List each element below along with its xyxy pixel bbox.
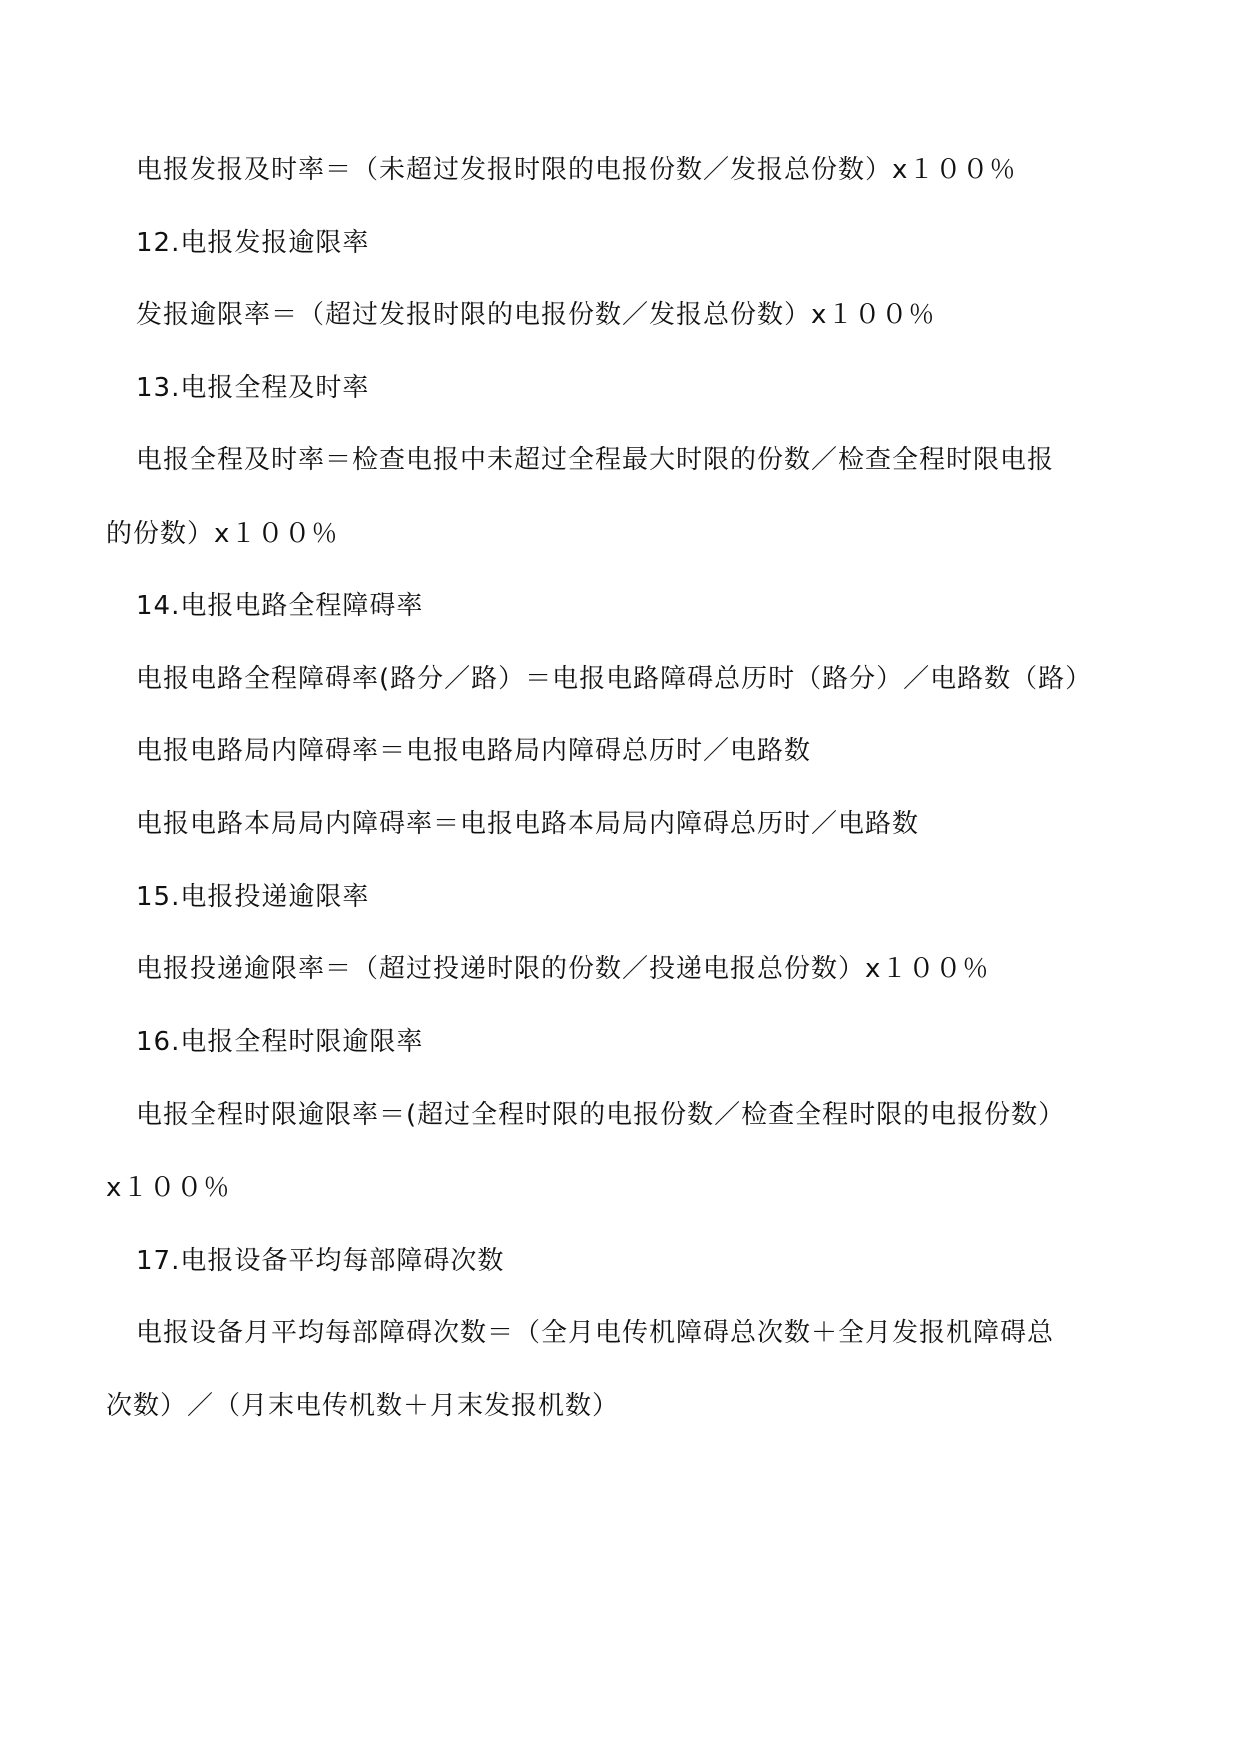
section-heading: 13.电报全程及时率	[136, 373, 370, 403]
formula-line: 电报全程及时率＝检查电报中未超过全程最大时限的份数／检查全程时限电报	[136, 445, 1055, 475]
formula-line: 电报设备月平均每部障碍次数＝（全月电传机障碍总次数＋全月发报机障碍总	[136, 1318, 1055, 1348]
formula-line: 电报电路局内障碍率＝电报电路局内障碍总历时／电路数	[136, 736, 812, 766]
formula-line: 电报电路本局局内障碍率＝电报电路本局局内障碍总历时／电路数	[136, 809, 920, 839]
section-heading: 12.电报发报逾限率	[136, 228, 370, 258]
formula-line: 电报投递逾限率＝（超过投递时限的份数／投递电报总份数）x１００％	[136, 954, 990, 984]
formula-line: 电报电路全程障碍率(路分／路）＝电报电路障碍总历时（路分）／电路数（路）	[136, 664, 1093, 694]
formula-line-continuation: x１００％	[106, 1173, 231, 1203]
formula-line: 电报发报及时率＝（未超过发报时限的电报份数／发报总份数）x１００％	[136, 155, 1017, 185]
section-heading: 17.电报设备平均每部障碍次数	[136, 1246, 505, 1276]
formula-line-continuation: 的份数）x１００％	[106, 519, 339, 549]
section-heading: 15.电报投递逾限率	[136, 882, 370, 912]
section-heading: 14.电报电路全程障碍率	[136, 591, 424, 621]
formula-line-continuation: 次数）／（月末电传机数＋月末发报机数）	[106, 1391, 620, 1421]
formula-line: 电报全程时限逾限率＝(超过全程时限的电报份数／检查全程时限的电报份数）	[136, 1100, 1066, 1130]
section-heading: 16.电报全程时限逾限率	[136, 1027, 424, 1057]
formula-line: 发报逾限率＝（超过发报时限的电报份数／发报总份数）x１００％	[136, 300, 936, 330]
